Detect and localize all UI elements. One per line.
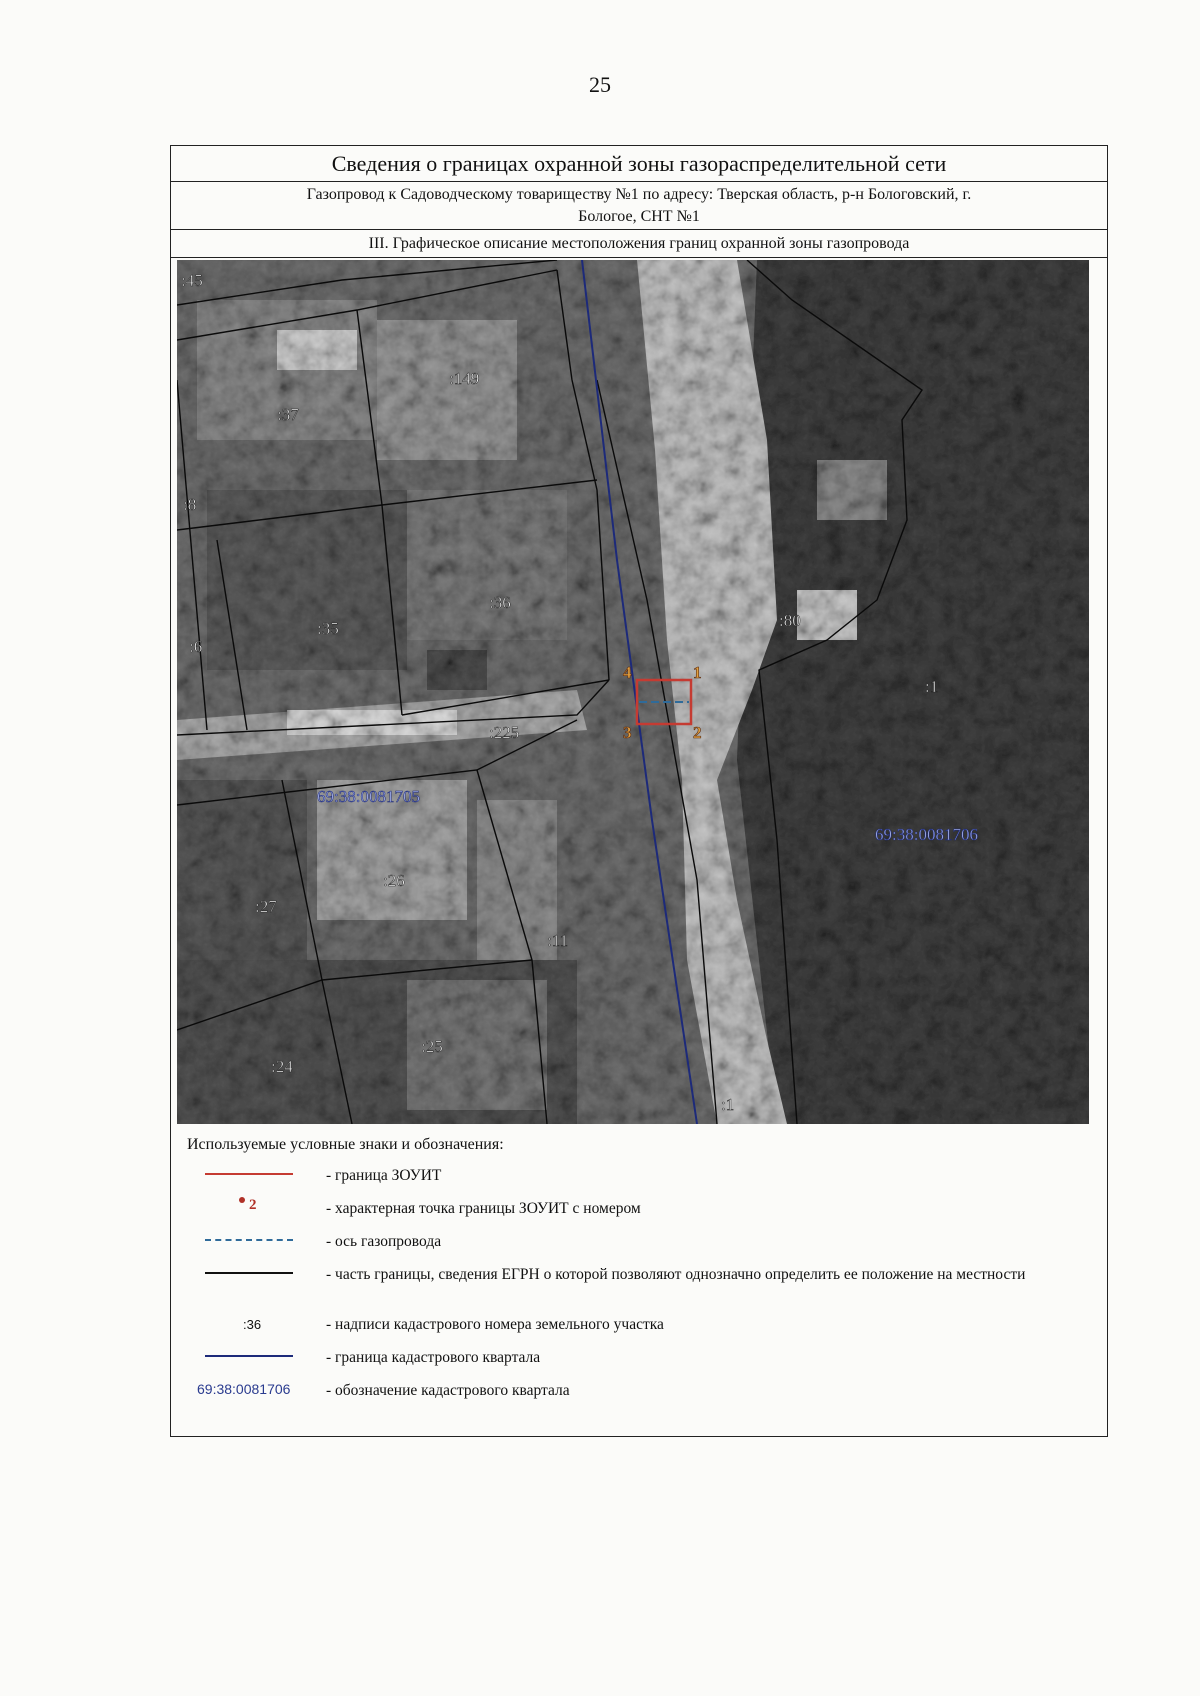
parcel-label: :25 (421, 1037, 443, 1056)
parcel-label: :225 (489, 723, 520, 742)
quarter-label-0081705: 69:38:0081705 (317, 787, 420, 806)
red-line-icon (191, 1162, 291, 1186)
parcel-label: :149 (449, 369, 480, 388)
parcel-label: :24 (271, 1057, 293, 1076)
parcel-label: :45 (181, 271, 203, 290)
quarter-label-0081706: 69:38:0081706 (875, 825, 978, 844)
zone-info-table (170, 145, 1108, 1437)
blue-line-icon (191, 1344, 291, 1368)
legend-item-quarter-label: 69:38:0081706 - обозначение кадастрового квартала (171, 1377, 1107, 1410)
zone-point-1: 1 (693, 663, 702, 682)
parcel-label: :1 (925, 677, 939, 696)
page-number: 25 (589, 72, 611, 97)
section-heading: III. Графическое описание местоположения границ охранной зоны газопровода (171, 230, 1107, 258)
subtitle-line-2: Бологое, СНТ №1 (578, 208, 700, 225)
parcel-label: :36 (489, 593, 511, 612)
legend-item-egrn-boundary: - часть границы, сведения ЕГРН о которой позволяют однозначно определить ее положение на местности (171, 1261, 1107, 1311)
dashed-line-icon (191, 1228, 291, 1252)
legend-item-parcel-number: :36 - надписи кадастрового номера земельного участка (171, 1311, 1107, 1344)
table-title: Сведения о границах охранной зоны газораспределительной сети (171, 146, 1107, 182)
quarter-text-icon: 69:38:0081706 (197, 1381, 291, 1397)
legend-item-quarter-boundary: - граница кадастрового квартала (171, 1344, 1107, 1377)
zone-point-3: 3 (623, 723, 632, 742)
parcel-label: :1 (721, 1095, 735, 1114)
zone-point-4: 4 (623, 663, 632, 682)
map-panel[interactable] (177, 260, 1089, 1124)
parcel-label: :11 (547, 931, 569, 950)
parcel-label: :8 (183, 495, 197, 514)
parcel-label: :6 (189, 637, 203, 656)
table-subtitle (171, 182, 1107, 230)
legend-heading: Используемые условные знаки и обозначения: (187, 1136, 504, 1153)
zone-point-2: 2 (693, 723, 702, 742)
legend (171, 1136, 1107, 1410)
parcel-label: :35 (317, 619, 339, 638)
black-line-icon (191, 1261, 291, 1285)
parcel-label: :37 (277, 405, 299, 424)
parcel-label: :80 (779, 611, 801, 630)
parcel-label: :27 (255, 897, 277, 916)
legend-item-zone-boundary: - граница ЗОУИТ (171, 1162, 1107, 1195)
text-sample-icon: :36 (243, 1317, 262, 1332)
parcel-label: :26 (383, 871, 405, 890)
legend-item-zone-point: 2 - характерная точка границы ЗОУИТ с номером (171, 1195, 1107, 1228)
subtitle-line-1: Газопровод к Садоводческому товариществу №1 по адресу: Тверская область, р-н Бологовский, г. (306, 186, 972, 203)
legend-item-pipeline-axis: - ось газопровода (171, 1228, 1107, 1261)
point-marker-icon: 2 (191, 1195, 291, 1219)
aerial-map[interactable] (177, 260, 1089, 1124)
